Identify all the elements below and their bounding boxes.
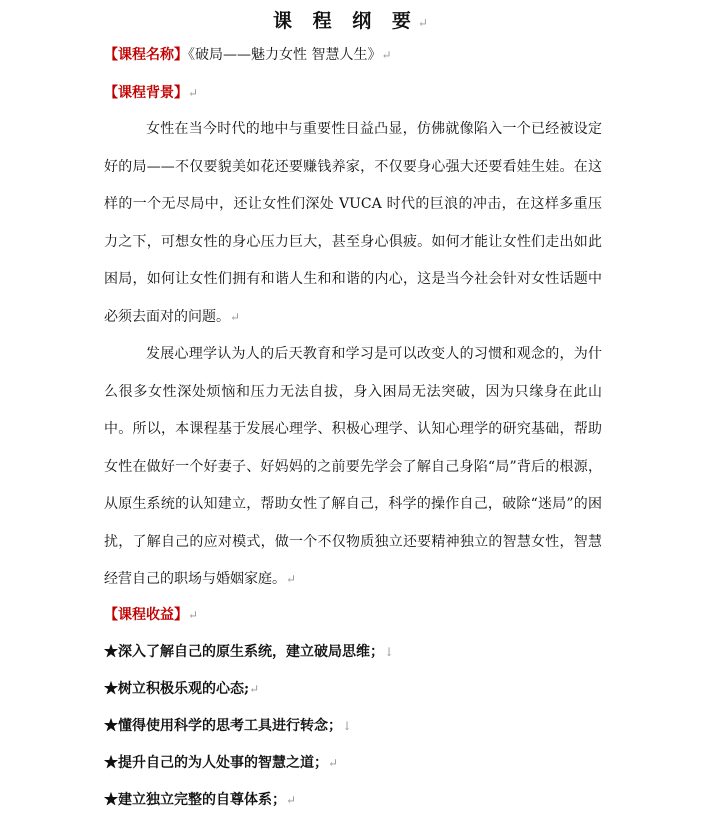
course-name-label: 【课程名称】: [104, 47, 188, 63]
course-name-line: [104, 44, 392, 64]
benefit-item-text: 建立独立完整的自尊体系；: [118, 792, 286, 808]
paragraph-mark-icon: ↵: [286, 572, 297, 586]
star-icon: ★: [104, 644, 118, 660]
course-name-value: 《破局——魅力女性 智慧人生》: [188, 47, 382, 63]
background-paragraph-1-text: 女性在当今时代的地中与重要性日益凸显，仿佛就像陷入一个已经被设定好的局——不仅要貌美如花还要赚钱养家，不仅要身心强大还要看娃生娃。在这样的一个无尽局中，还让女性们深处 VUCA 时代的巨浪的冲击，在这样多重压力之下，可想女性的身心压力巨大，甚至身心俱疲。如何才能让女性们走出如此困局，如何让女性们拥有和谐人生和和谐的内心，这是当今社会针对女性话题中必须去面对的问题。: [104, 121, 602, 325]
paragraph-mark-icon: ↵: [417, 16, 428, 30]
background-paragraph-1: [104, 111, 602, 336]
benefit-item-text: 深入了解自己的原生系统，建立破局思维；: [118, 644, 384, 660]
line-break-mark-icon: ↓: [342, 719, 353, 733]
paragraph-mark-icon: ↵: [188, 608, 199, 622]
line-break-mark-icon: ↓: [384, 645, 395, 659]
document-title-text: 课 程 纲 要: [273, 10, 418, 32]
benefit-item: [104, 752, 338, 772]
paragraph-mark-icon: ↵: [328, 756, 339, 770]
paragraph-mark-icon: ↵: [249, 682, 260, 696]
star-icon: ★: [104, 718, 118, 734]
paragraph-mark-icon: ↵: [230, 309, 241, 324]
document-title: [0, 6, 701, 33]
benefit-item-text: 树立积极乐观的心态;: [118, 681, 250, 697]
paragraph-mark-icon: ↵: [381, 48, 392, 62]
star-icon: ★: [104, 755, 118, 771]
benefits-label: 【课程收益】: [104, 607, 188, 623]
benefit-item: [104, 641, 394, 661]
paragraph-mark-icon: ↵: [188, 86, 199, 100]
benefit-item: [104, 678, 259, 698]
benefit-item-text: 懂得使用科学的思考工具进行转念；: [118, 718, 342, 734]
background-paragraph-2-text: 发展心理学认为人的后天教育和学习是可以改变人的习惯和观念的，为什么很多女性深处烦恼和压力无法自拔，身入困局无法突破，因为只缘身在此山中。所以，本课程基于发展心理学、积极心理学、认知心理学的研究基础，帮助女性在做好一个好妻子、好妈妈的之前要先学会了解自己身陷“局”背后的根源，从原生系统的认知建立，帮助女性了解自己，科学的操作自己，破除“迷局”的困扰，了解自己的应对模式，做一个不仅物质独立还要精神独立的智慧女性，智慧经营自己的职场与婚姻家庭。: [104, 346, 602, 587]
benefit-item: [104, 715, 352, 735]
background-label: 【课程背景】: [104, 85, 188, 101]
star-icon: ★: [104, 792, 118, 808]
background-paragraph-2: [104, 336, 602, 599]
star-icon: ★: [104, 681, 118, 697]
benefit-item-text: 提升自己的为人处事的智慧之道；: [118, 755, 328, 771]
benefits-heading: [104, 604, 198, 624]
paragraph-mark-icon: ↵: [286, 793, 297, 807]
background-heading: [104, 82, 198, 102]
benefit-item: [104, 789, 296, 809]
